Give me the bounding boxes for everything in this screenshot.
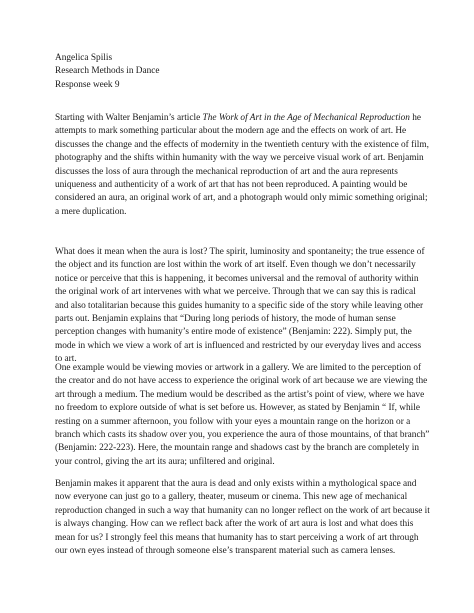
paragraph-1-body: he attempts to mark something particular about the modern age and the effects on work of art. He discusses the change and the effects of modernity in the twentieth century with the existence of film, photography and the shifts within humanity with the way we perceive visual work of art. Benjamin discusses the loss of aura through the mechanical reproduction of art and the aura represents uniqueness and authenticity of a work of art that has not been reproduced. A painting would be considered an aura, an original work of art, and a photograph would only mimic something original; a mere duplication.: [55, 113, 429, 217]
paragraph-4: Benjamin makes it apparent that the aura is dead and only exists within a mythological space and now everyone can just go to a gallery, theater, museum or cinema. This new age of mechanical reproduction changed in such a way that humanity can no longer reflect on the work of art because it is always changing. How can we reflect back after the work of art aura is lost and what does this mean for us? I strongly feel this means that humanity has to start perceiving a work of art through our own eyes instead of through someone else’s transparent material such as camera lenses.: [55, 479, 430, 557]
paragraph-1-lead: Starting with Walter Benjamin’s article: [55, 113, 203, 123]
course-name: Research Methods in Dance: [55, 66, 160, 77]
document-header: [55, 52, 430, 92]
assignment-title: Response week 9: [55, 79, 120, 90]
author-name: Angelica Spilis: [55, 53, 113, 63]
paragraph-2: What does it mean when the aura is lost? The spirit, luminosity and spontaneity; the true essence of the object and its function are lost within the work of art itself. Even though we don’t necessarily notice or perceive that this is happening, it becomes universal and the removal of authority within the original work of art intervenes with what we perceive. Through that we can say this is radical and also totalitarian because this guides humanity to a specific side of the story while leaving other parts out. Benjamin explains that “During long periods of history, the mode of human sense perception changes with humanity’s entire mode of existence” (Benjamin: 222). Simply put, the mode in which we view a work of art is influenced and restricted by our everyday lives and access to art.: [55, 247, 425, 365]
paragraph-1: [55, 112, 430, 219]
paragraph-3: One example would be viewing movies or artwork in a gallery. We are limited to the perception of the creator and do not have access to experience the original work of art because we are viewing the art through a medium. The medium would be described as the artist’s point of view, where we have no freedom to explore outside of what is set before us. However, as stated by Benjamin “ If, while resting on a summer afternoon, you follow with your eyes a mountain range on the horizon or a branch which casts its shadow over you, you experience the aura of those mountains, of that branch” (Benjamin: 222-223). Here, the mountain range and shadows cast by the branch are completely in your control, giving the art its aura; unfiltered and original.: [55, 363, 430, 467]
article-title: The Work of Art in the Age of Mechanical Reproduction: [202, 113, 410, 123]
